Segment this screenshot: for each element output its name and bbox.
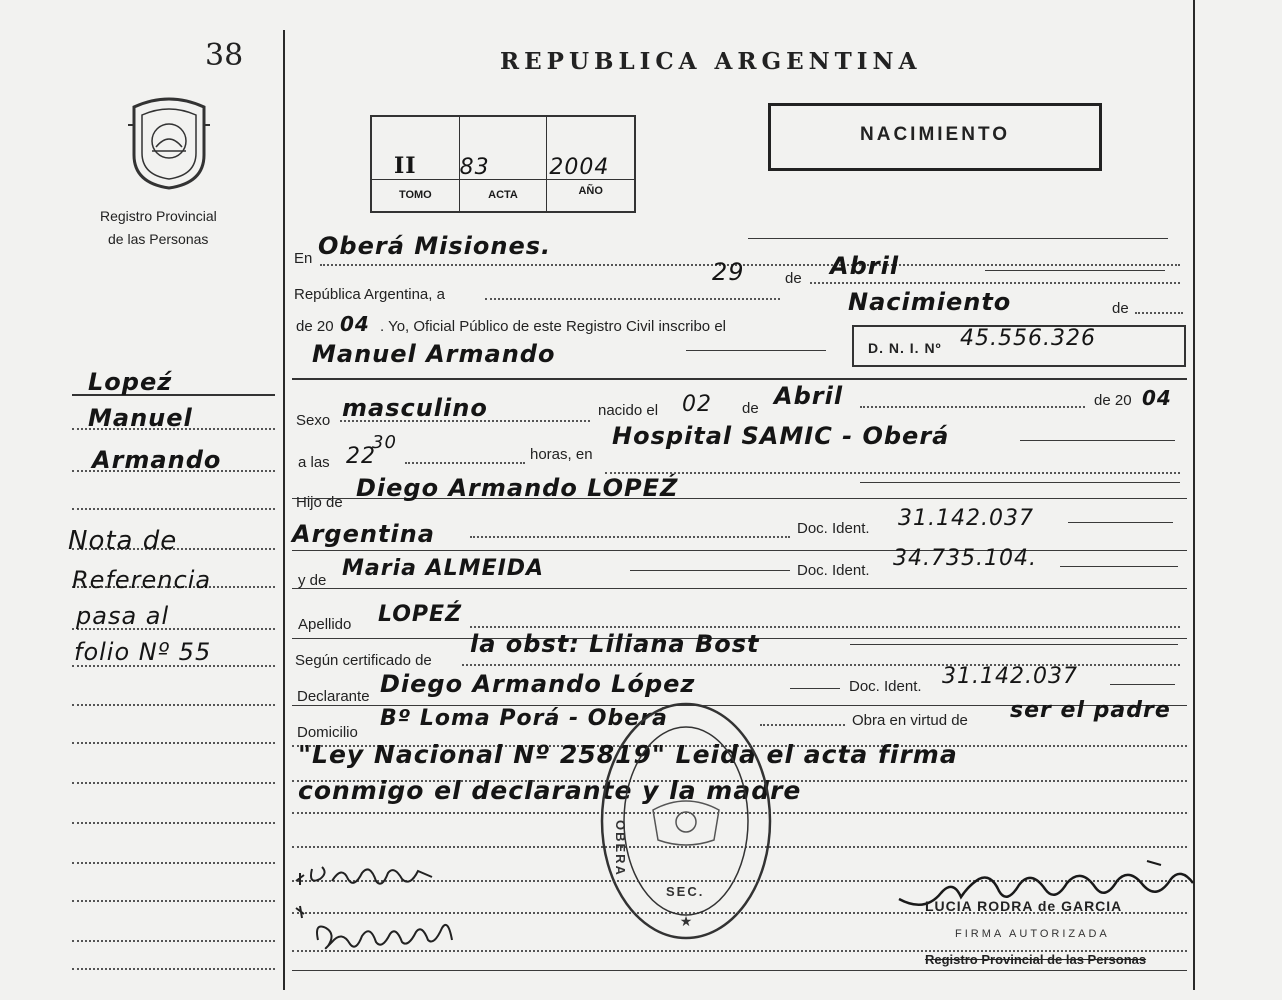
margin-name-2: Armando	[92, 446, 222, 474]
record-type-box	[768, 103, 1102, 171]
country-title: REPUBLICA ARGENTINA	[500, 48, 922, 75]
margin-surname: Lopeź	[88, 368, 173, 396]
tomo-cell	[372, 117, 460, 211]
province-seal	[128, 95, 210, 190]
doc-label-3: Doc. Ident.	[849, 678, 922, 695]
official-name: LUCIA RODRA de GARCIA	[925, 898, 1123, 914]
apellido-label: Apellido	[298, 616, 352, 633]
tomo-value: II	[394, 153, 417, 179]
left-column-divider	[283, 30, 285, 990]
birth-day: 02	[682, 392, 712, 417]
birth-year-label: de 20	[1094, 392, 1132, 409]
place-value: Oberá Misiones.	[318, 232, 552, 260]
acta-cell	[460, 117, 548, 211]
en-label: En	[294, 250, 313, 267]
dni-label: D. N. I. Nº	[868, 340, 942, 356]
apellido-value: LOPEŹ	[378, 602, 463, 627]
conmigo-text: conmigo el declarante y la madre	[298, 776, 802, 805]
registry-stamp	[598, 700, 774, 942]
birth-month: Abril	[774, 382, 844, 410]
mother-doc: 34.735.104.	[893, 546, 1037, 571]
oficial-label: . Yo, Oficial Público de este Registro Civil inscribo el	[380, 318, 726, 335]
margin-note-2: Referencia	[72, 566, 212, 594]
ano-value: 2004	[549, 155, 610, 180]
registry-name: Registro Provincial	[100, 208, 217, 224]
acta-label: ACTA	[488, 189, 518, 201]
registro-footer: Registro Provincial de las Personas	[925, 952, 1147, 967]
y-de-label: y de	[298, 572, 327, 589]
domicilio-value: Bº Loma Porá - Oberá	[380, 706, 668, 731]
hijo-label: Hijo de	[296, 494, 343, 511]
a-las-label: a las	[298, 454, 330, 471]
father-nationality: Argentina	[292, 520, 435, 548]
acta-value: 83	[459, 155, 490, 180]
domicilio-label: Domicilio	[297, 724, 358, 741]
birth-place: Hospital SAMIC - Oberá	[612, 422, 950, 450]
margin-note-1: Nota de	[68, 526, 178, 556]
record-type: NACIMIENTO	[860, 124, 1010, 145]
ano-cell	[547, 117, 634, 211]
doc-label-1: Doc. Ident.	[797, 520, 870, 537]
stamp-sec: SEC.	[666, 884, 705, 899]
ley-text: "Ley Nacional Nº 25819" Leida el acta firma	[298, 740, 958, 769]
registry-name-2: de las Personas	[108, 231, 209, 247]
birth-minutes: 30	[372, 432, 397, 453]
month-value: Abril	[830, 252, 900, 280]
declarante-doc: 31.142.037	[942, 664, 1078, 689]
dni-value: 45.556.326	[960, 326, 1096, 351]
year-prefix-label: de 20	[296, 318, 334, 335]
republica-label: República Argentina, a	[294, 286, 445, 303]
declarante-value: Diego Armando López	[380, 670, 696, 698]
day-value: 29	[712, 258, 745, 286]
de-label-3: de	[742, 400, 759, 417]
tomo-label: TOMO	[398, 189, 432, 201]
stamp-city: OBERA	[613, 820, 628, 877]
margin-note-3: pasa al	[76, 602, 170, 630]
firma-autorizada: FIRMA AUTORIZADA	[955, 928, 1110, 940]
mother-name: Maria ALMEIDA	[342, 556, 545, 581]
svg-text:★: ★	[679, 914, 693, 930]
segun-label: Según certificado de	[295, 652, 432, 669]
father-name: Diego Armando LOPEŹ	[356, 474, 679, 502]
declarante-signature	[292, 855, 442, 895]
obra-value: ser el padre	[1010, 698, 1171, 723]
margin-note-4: folio Nº 55	[74, 638, 212, 666]
obra-label: Obra en virtud de	[852, 712, 968, 729]
mother-signature	[292, 900, 462, 955]
birth-year-suffix: 04	[1142, 386, 1172, 410]
inscribe-type: Nacimiento	[848, 288, 1012, 316]
record-reference-box	[370, 115, 636, 213]
certificado-value: la obst: Liliana Bost	[470, 630, 760, 658]
declarante-label: Declarante	[297, 688, 370, 705]
child-name: Manuel Armando	[312, 340, 556, 368]
de-label: de	[785, 270, 802, 287]
page-number: 38	[205, 38, 244, 73]
father-doc: 31.142.037	[898, 506, 1034, 531]
birth-hour: 22	[346, 444, 376, 469]
ano-label: AÑO	[578, 185, 603, 197]
doc-label-2: Doc. Ident.	[797, 562, 870, 579]
right-border	[1193, 0, 1195, 990]
de-label-2: de	[1112, 300, 1129, 317]
sexo-label: Sexo	[296, 412, 331, 429]
horas-label: horas, en	[530, 446, 593, 463]
margin-name-1: Manuel	[88, 404, 193, 432]
nacido-label: nacido el	[598, 402, 659, 419]
year-suffix: 04	[340, 312, 370, 336]
sexo-value: masculino	[342, 394, 488, 422]
